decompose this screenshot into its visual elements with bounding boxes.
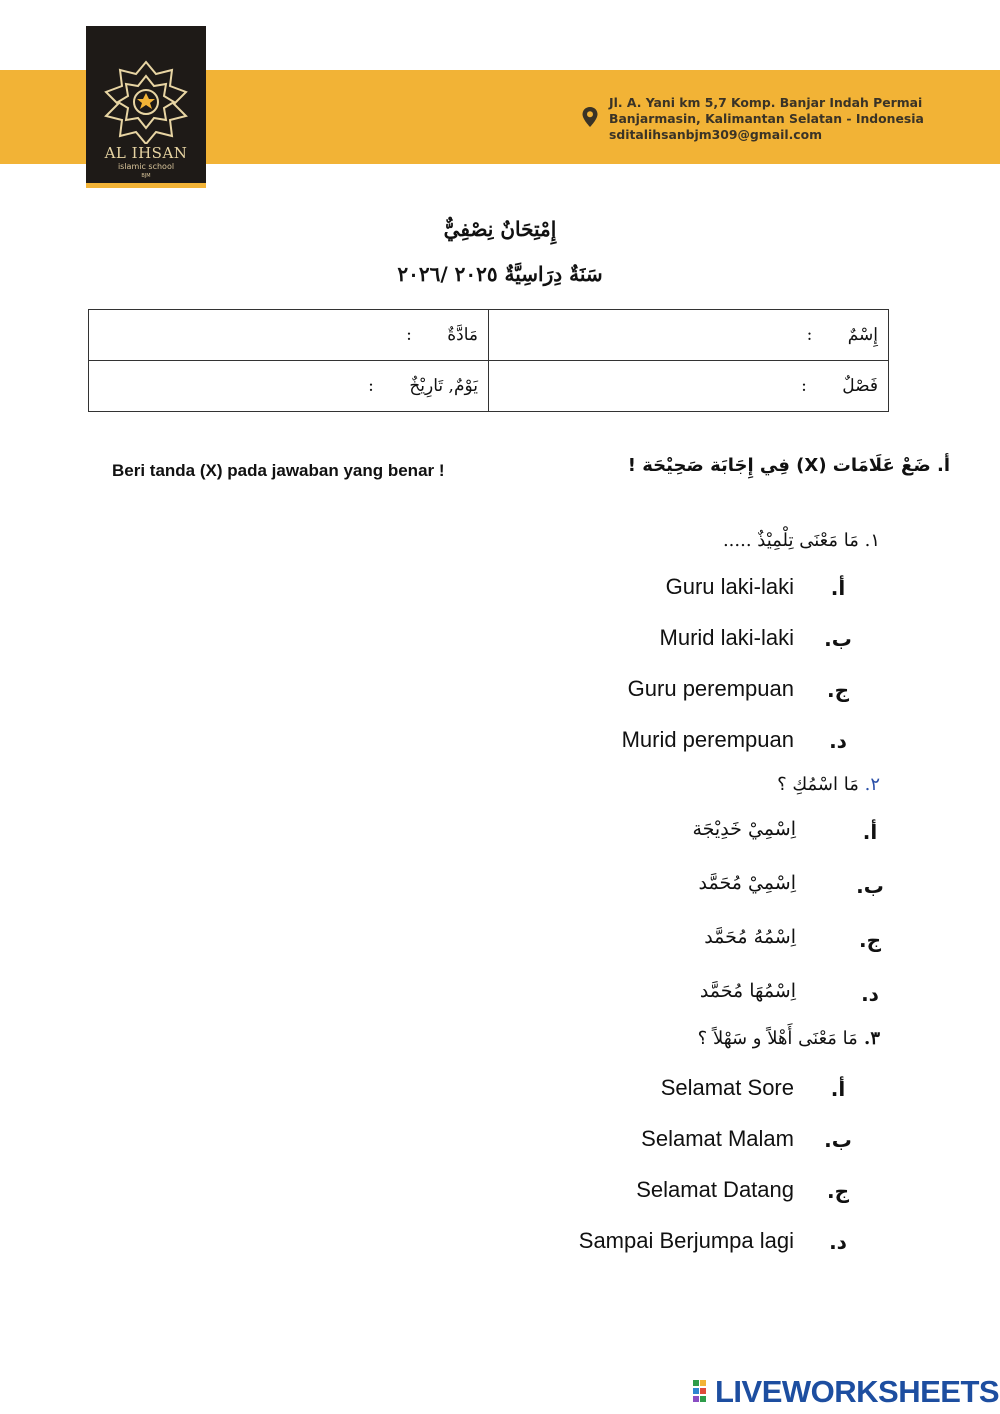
subject-label: مَادَّةٌ: [447, 325, 478, 345]
option-letter[interactable]: ج.: [826, 678, 849, 702]
star-ornament-icon: [94, 60, 198, 144]
option-letter[interactable]: أ.: [830, 1077, 846, 1101]
option-text[interactable]: Murid perempuan: [621, 727, 794, 752]
option-text[interactable]: Selamat Malam: [641, 1126, 794, 1151]
name-label: إِسْمٌ: [847, 325, 878, 345]
date-colon: :: [368, 376, 374, 396]
exam-title: إِمْتِحَانٌ نِصْفِيٌّ: [443, 217, 557, 241]
subject-cell[interactable]: [89, 310, 489, 361]
section-instruction-arabic: أ. ضَعْ عَلَامَات (X) فِي إِجَابَة صَحِيْحَة !: [627, 455, 950, 476]
class-cell[interactable]: [489, 361, 889, 412]
option-letter[interactable]: ب.: [824, 627, 852, 651]
option-text[interactable]: Murid laki-laki: [659, 625, 794, 650]
question-2: [777, 774, 880, 795]
liveworksheets-logo-icon: [693, 1378, 715, 1406]
name-cell[interactable]: [489, 310, 889, 361]
option-letter[interactable]: ج.: [858, 928, 881, 952]
school-email: sditalihsanbjm309@gmail.com: [609, 127, 823, 142]
school-logo: [86, 26, 206, 188]
option-letter[interactable]: د.: [861, 982, 879, 1006]
date-label: يَوْمٌ, تَارِيْخٌ: [409, 376, 478, 396]
school-address: [609, 95, 924, 143]
option-letter[interactable]: ج.: [826, 1179, 849, 1203]
location-pin-icon: [581, 106, 599, 128]
option-letter[interactable]: ب.: [824, 1128, 852, 1152]
option-text[interactable]: اِسْمُهُ مُحَمَّد: [704, 926, 796, 948]
option-text[interactable]: اِسْمُهَا مُحَمَّد: [699, 980, 796, 1002]
question-1: [723, 530, 880, 551]
question-text: مَا مَعْنَى أَهْلاً و سَهْلاً ؟: [697, 1028, 858, 1049]
option-text[interactable]: Guru perempuan: [627, 676, 794, 701]
address-line: Banjarmasin, Kalimantan Selatan - Indonesia: [609, 111, 924, 126]
school-subtitle: islamic school: [117, 162, 175, 171]
option-text[interactable]: اِسْمِيْ خَدِيْجَة: [692, 818, 796, 840]
date-cell[interactable]: [89, 361, 489, 412]
school-name: AL IHSAN: [104, 144, 188, 162]
student-info-table: [88, 309, 889, 412]
class-label: فَصْلٌ: [842, 376, 878, 396]
question-3: [698, 1028, 880, 1049]
option-text[interactable]: Selamat Sore: [660, 1075, 794, 1100]
option-text[interactable]: اِسْمِيْ مُحَمَّد: [698, 872, 796, 894]
question-number: ١.: [864, 530, 880, 551]
question-text: مَا مَعْنَى تِلْمِيْذٌ .....: [722, 530, 859, 551]
question-number: ٣.: [864, 1028, 880, 1049]
academic-year-title: سَنَةٌ دِرَاسِيَّةٌ ٢٠٢٥ /٢٠٢٦: [397, 262, 603, 286]
subject-colon: :: [406, 325, 412, 345]
option-text[interactable]: Sampai Berjumpa lagi: [578, 1228, 794, 1253]
question-number: ٢.: [864, 774, 880, 795]
question-text: مَا اسْمُكِ ؟: [777, 774, 859, 795]
liveworksheets-watermark: [693, 1374, 999, 1410]
option-text[interactable]: Selamat Datang: [636, 1177, 794, 1202]
school-tag: BJM: [141, 173, 151, 179]
option-letter[interactable]: د.: [829, 1230, 847, 1254]
watermark-text: LIVEWORKSHEETS: [715, 1374, 1000, 1409]
option-letter[interactable]: أ.: [862, 820, 878, 844]
class-colon: :: [801, 376, 807, 396]
section-instruction-indonesian: Beri tanda (X) pada jawaban yang benar !: [112, 461, 445, 480]
option-letter[interactable]: ب.: [856, 874, 884, 898]
option-letter[interactable]: د.: [829, 729, 847, 753]
option-letter[interactable]: أ.: [830, 576, 846, 600]
name-colon: :: [806, 325, 813, 345]
address-line: Jl. A. Yani km 5,7 Komp. Banjar Indah Permai: [609, 95, 923, 110]
option-text[interactable]: Guru laki-laki: [665, 574, 794, 599]
